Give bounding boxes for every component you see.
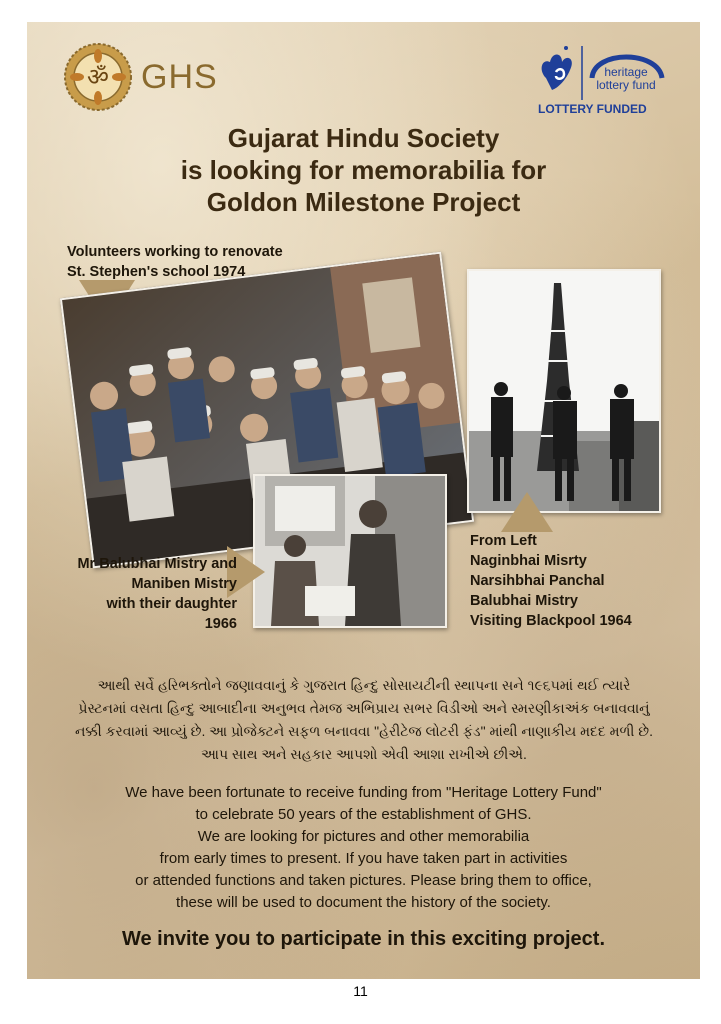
family-caption-line-4: 1966: [204, 616, 237, 632]
family-caption-line-2: Maniben Mistry: [131, 576, 237, 592]
title-line-2: is looking for memorabilia for: [180, 155, 547, 185]
english-paragraph: [67, 782, 660, 914]
title-line-3: Goldon Milestone Project: [206, 187, 521, 217]
volunteers-caption-line-2: St. Stephen's school 1974: [67, 264, 246, 280]
english-line-1: We have been fortunate to receive funding from "Heritage Lottery Fund": [125, 784, 602, 801]
english-line-2: to celebrate 50 years of the establishment of GHS.: [195, 806, 532, 823]
ghs-logo: [63, 42, 218, 112]
page-title: [27, 122, 700, 218]
funder-name-line2: lottery fund: [596, 78, 656, 92]
heritage-lottery-fund-logo: [536, 40, 668, 120]
english-line-6: these will be used to document the history of the society.: [176, 894, 551, 911]
lottery-hand-icon: [536, 40, 668, 102]
invite-text: We invite you to participate in this exciting project.: [121, 928, 606, 950]
blackpool-caption-line-5: Visiting Blackpool 1964: [470, 613, 632, 629]
funder-name-line1: heritage: [604, 65, 648, 79]
family-caption-line-3: with their daughter: [106, 596, 237, 612]
up-arrow-icon: [501, 492, 553, 532]
blackpool-caption-line-1: From Left: [470, 533, 537, 549]
org-logo-text: GHS: [141, 57, 218, 96]
family-photo: [253, 474, 447, 628]
funder-tagline: LOTTERY FUNDED: [538, 102, 647, 116]
blackpool-photo: [467, 269, 661, 513]
om-symbol: ॐ: [87, 63, 109, 91]
volunteers-caption-line-1: Volunteers working to renovate: [67, 244, 283, 260]
english-line-5: or attended functions and taken pictures. Please bring them to office,: [135, 872, 592, 889]
poster: [27, 22, 700, 979]
blackpool-caption-line-2: Naginbhai Misrty: [470, 553, 587, 569]
english-line-4: from early times to present. If you have taken part in activities: [159, 850, 568, 867]
blackpool-caption-line-4: Balubhai Mistry: [470, 593, 578, 609]
english-line-3: We are looking for pictures and other memorabilia: [197, 828, 530, 845]
blackpool-caption: [470, 531, 632, 631]
page-number: 11: [353, 983, 368, 999]
title-line-1: Gujarat Hindu Society: [227, 123, 500, 153]
blackpool-caption-line-3: Narsihbhai Panchal: [470, 573, 605, 589]
om-emblem-icon: [63, 42, 133, 112]
family-caption-line-1: Mr Balubhai Mistry and: [77, 556, 237, 572]
gujarati-paragraph: આથી સર્વે હરિભક્તોને જણાવવાનું કે ગુજરાત હિન્દુ સોસાયટીની સ્થાપના સને ૧૯૬૫માં થઈ ત્યારે પ્રેસ્ટનમાં વસતા હિન્દુ આબાદીના અનુભવ તેમજ અભિપ્રાય સભર વિડીઓ અને સ્મરણીકાઅંક બનાવવાનું નક્કી કરવામાં આવ્યું છે. આ પ્રોજેક્ટને સફળ બનાવવા "હેરીટેજ લોટરી ફંડ" માંથી નાણાકીય મદદ મળી છે. આપ સાથ અને સહકાર આપશો એવી આશા રાખીએ છીએ.: [75, 677, 653, 762]
family-caption: [27, 554, 237, 634]
